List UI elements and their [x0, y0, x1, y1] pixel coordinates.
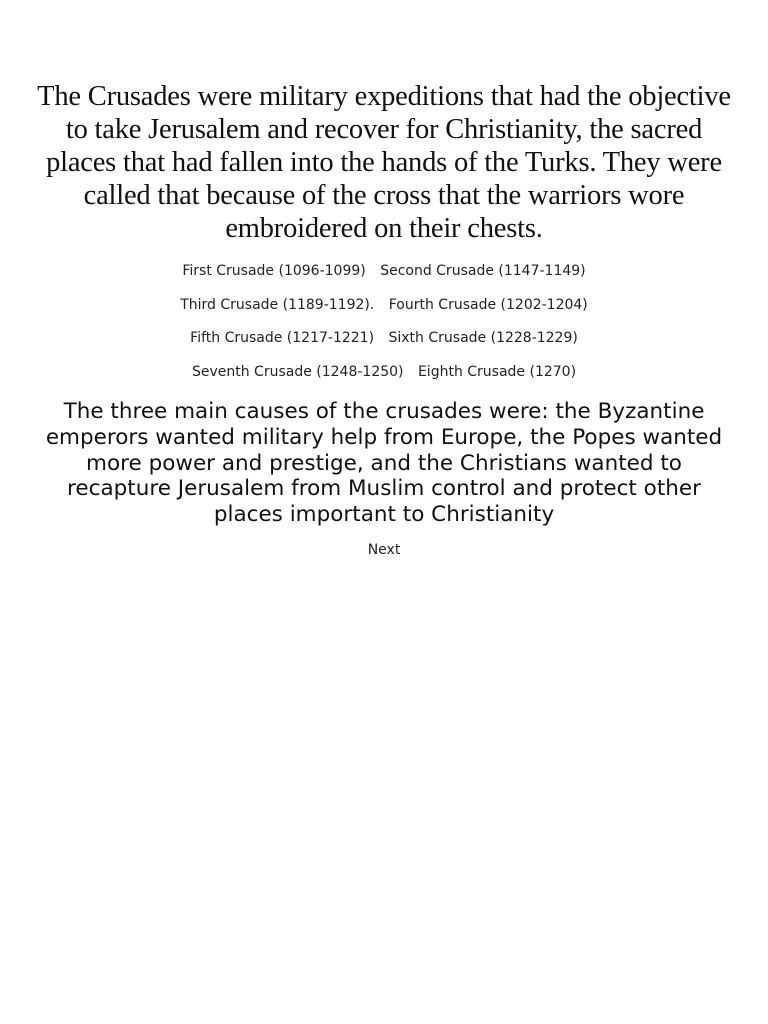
crusade-item: Fourth Crusade (1202-1204)	[388, 296, 588, 313]
crusade-item: Fifth Crusade (1217-1221)	[190, 330, 375, 346]
causes-paragraph: The three main causes of the crusades were: the Byzantine emperors wanted military help from Europe, the Popes wanted more power and prestige, and the Christians wanted to recapture Jerusalem from Muslim control and protect other places important to Christianity	[45, 399, 723, 528]
crusade-row	[34, 322, 734, 356]
crusade-row	[34, 289, 734, 323]
crusade-list	[34, 255, 734, 389]
crusade-item: Third Crusade (1189-1192).	[180, 296, 375, 313]
crusade-item: Sixth Crusade (1228-1229)	[388, 330, 578, 346]
crusade-item: First Crusade (1096-1099)	[182, 263, 366, 279]
crusade-item: Seventh Crusade (1248-1250)	[191, 363, 404, 380]
crusade-row	[34, 255, 734, 289]
intro-paragraph: The Crusades were military expeditions that had the objective to take Jerusalem and recover for Christianity, the sacred places that had fallen into the hands of the Turks. They were called that because of the cross that the warriors wore embroidered on their chests.	[37, 81, 731, 244]
crusade-row	[34, 356, 734, 390]
next-link[interactable]: Next	[367, 541, 401, 558]
crusade-item: Eighth Crusade (1270)	[417, 363, 577, 380]
crusade-item: Second Crusade (1147-1149)	[380, 263, 586, 279]
